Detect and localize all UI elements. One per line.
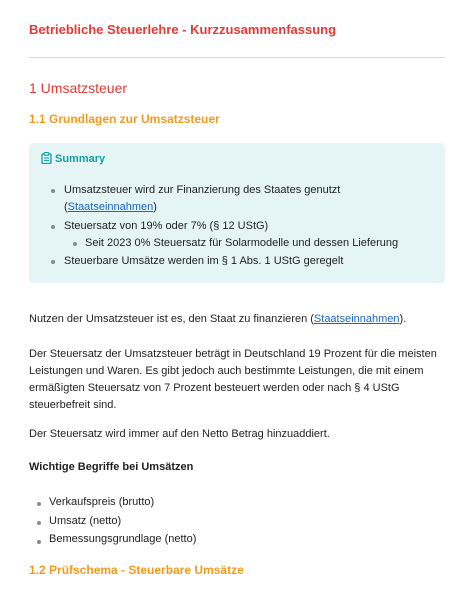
summary-subitem: Seit 2023 0% Steuersatz für Solarmodelle und dessen Lieferung (85, 237, 399, 249)
bullet (37, 521, 41, 525)
summary-header (41, 152, 105, 165)
paragraph-nutzen: Nutzen der Umsatzsteuer ist es, den Staat zu finanzieren (Staatseinnahmen). (29, 313, 407, 325)
sub-bullet (73, 242, 77, 246)
title-divider (29, 57, 445, 58)
paragraph-steuersatz: Der Steuersatz der Umsatzsteuer beträgt in Deutschland 19 Prozent für die meisten Leistungen und Waren. Es gibt jedoch auch bestimmte Leistungen, die mit einem ermäßigten Steuersatz von 7 Prozent besteuert werden oder nach § 4 UStG steuerbefreit sind. (29, 348, 437, 411)
document-title: Betriebliche Steuerlehre - Kurzzusammenfassung (29, 22, 337, 37)
link-staatseinnahmen[interactable]: Staatseinnahmen (313, 313, 400, 325)
paragraph-netto: Der Steuersatz wird immer auf den Netto Betrag hinzuaddiert. (29, 428, 330, 440)
bullet (37, 502, 41, 506)
list-item: Bemessungsgrundlage (netto) (49, 533, 197, 545)
summary-label: Summary (55, 153, 106, 165)
summary-item: Steuerbare Umsätze werden im § 1 Abs. 1 UStG geregelt (64, 255, 344, 267)
bullet (37, 540, 41, 544)
list-item: Umsatz (netto) (49, 515, 122, 527)
summary-callout (29, 143, 445, 283)
link-staatseinnahmen[interactable]: Staatseinnahmen (67, 201, 154, 213)
list-item: Verkaufspreis (brutto) (49, 496, 155, 508)
summary-item-text: Umsatzsteuer wird zur Finanzierung des Staates genutzt (64, 184, 341, 196)
subsection-heading-pruefschema: 1.2 Prüfschema - Steuerbare Umsätze (29, 563, 244, 577)
summary-item: Umsatzsteuer wird zur Finanzierung des Staates genutzt (Staatseinnahmen) (64, 184, 341, 213)
bullet (51, 225, 55, 229)
bullet (51, 260, 55, 264)
bullet (51, 189, 55, 193)
summary-item: Steuersatz von 19% oder 7% (§ 12 UStG) (64, 220, 269, 232)
clipboard-icon (41, 152, 52, 164)
subsection-heading-grundlagen: 1.1 Grundlagen zur Umsatzsteuer (29, 112, 220, 126)
terms-heading: Wichtige Begriffe bei Umsätzen (29, 461, 194, 473)
section-heading: 1 Umsatzsteuer (29, 80, 128, 96)
